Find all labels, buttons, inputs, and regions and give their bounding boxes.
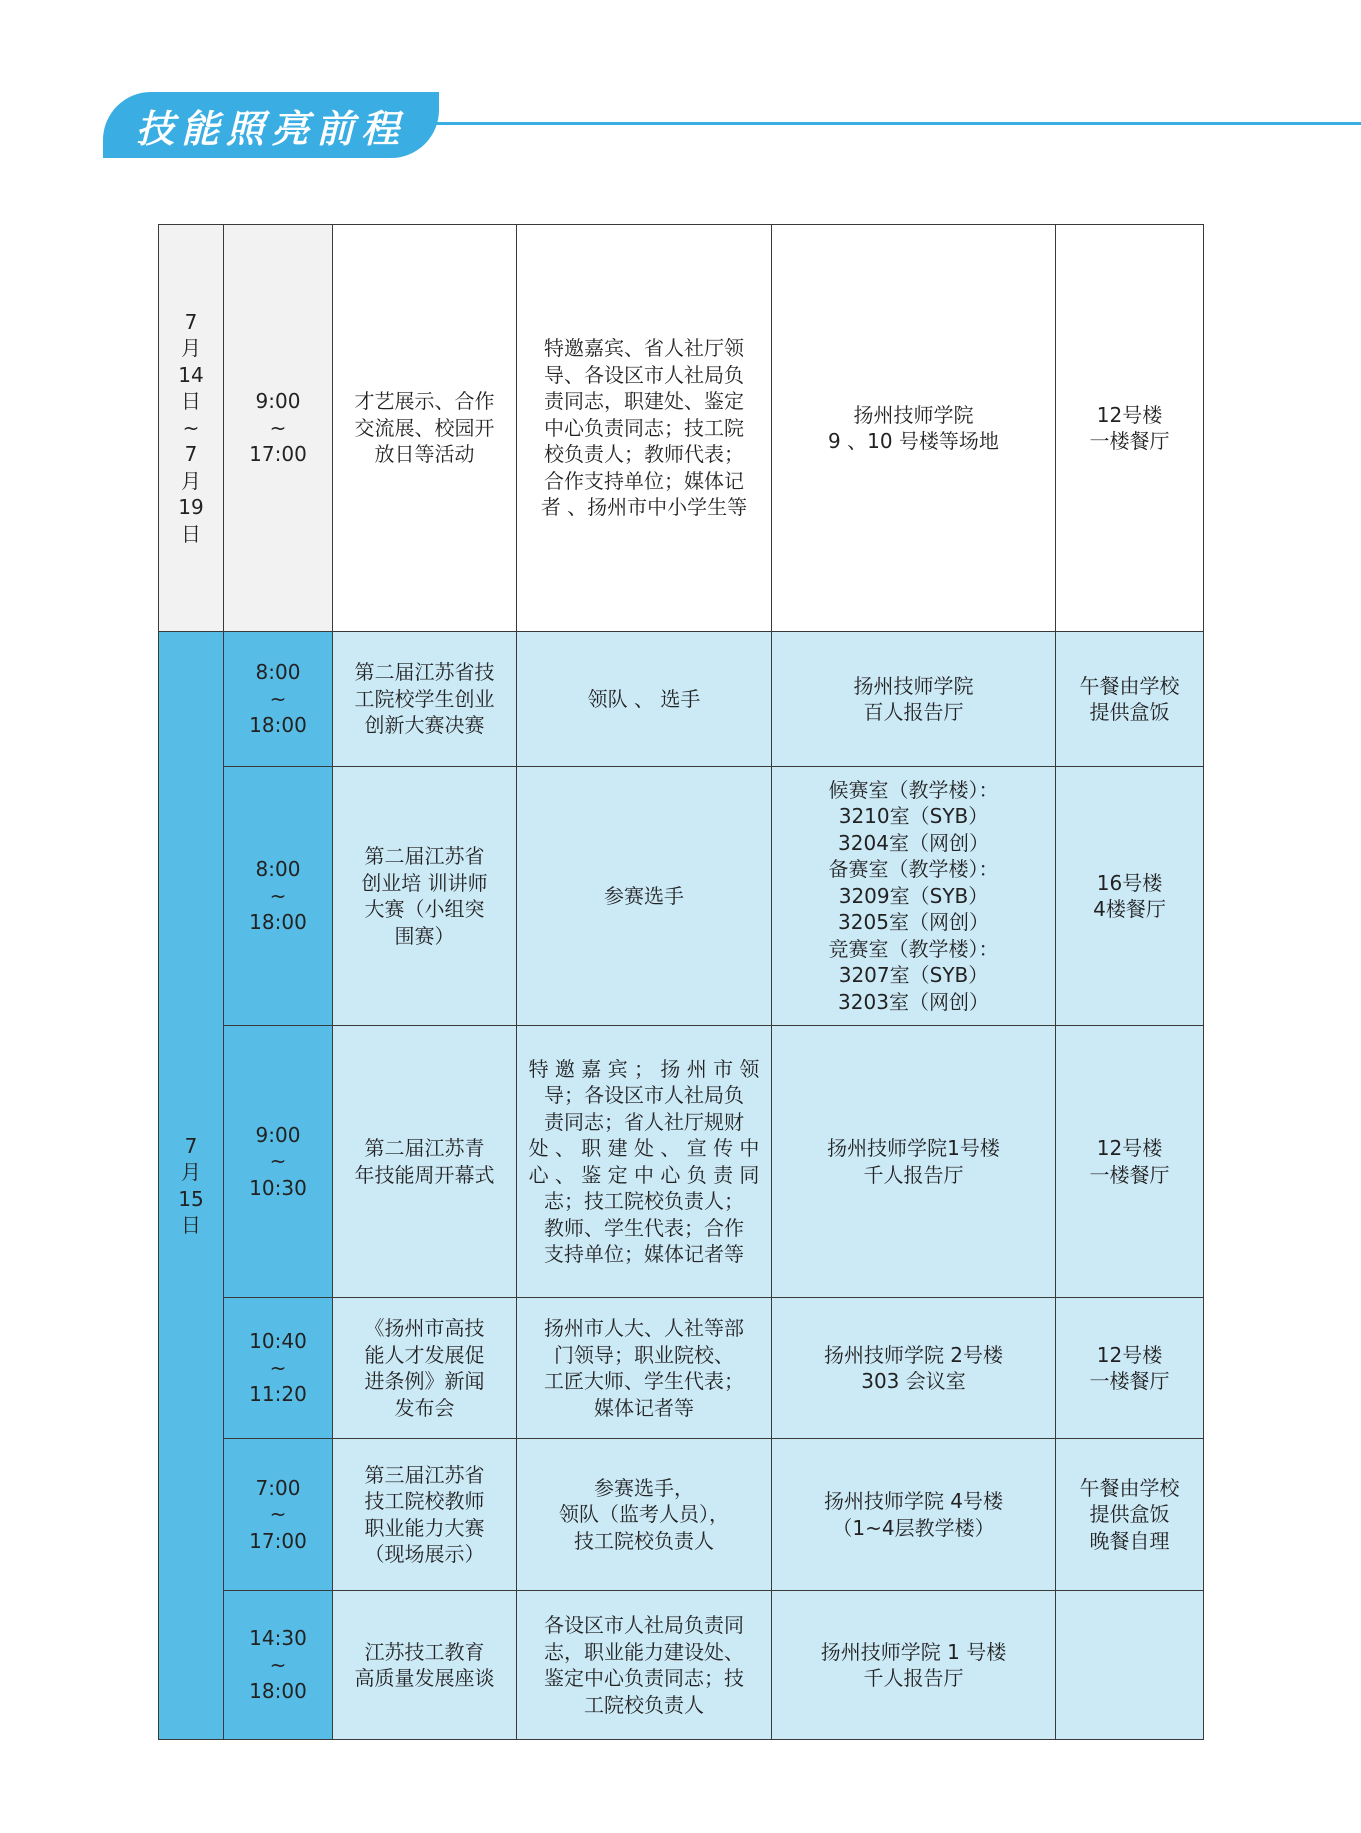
time-cell-line: ~ [269,1502,287,1527]
date-cell [159,632,224,1740]
time-cell-line: ~ [269,1652,287,1677]
venue-cell [772,1026,1056,1298]
dining-cell-line: 一楼餐厅 [1089,1369,1170,1393]
activity-cell-line: 《扬州市高技 [364,1316,485,1340]
participants-cell-line: 扬州市人大、人社等部 [544,1316,744,1340]
participants-cell [517,1026,772,1298]
participants-cell-line: 支持单位；媒体记者等 [544,1242,744,1266]
activity-cell-line: 放日等活动 [374,442,475,467]
venue-cell-line: （1~4层教学楼） [832,1515,995,1540]
participants-cell-line: 特 邀 嘉 宾 ； 扬 州 市 领 [528,1056,760,1081]
participants-cell-line: 合作支持单位；媒体记 [544,468,744,493]
activity-cell-line: 工院校学生创业 [354,686,495,711]
participants-cell [517,632,772,767]
date-cell-line: 日 [181,521,201,546]
dining-cell-line: 16号楼 [1096,870,1163,895]
date-cell-line: 7 [184,442,198,467]
participants-cell-line: 导；各设区市人社局负 [544,1083,744,1107]
time-cell-line: 18:00 [249,910,307,935]
participants-cell [517,1298,772,1439]
participants-cell-line: 志；技工院校负责人； [544,1189,744,1213]
header-title: 技能照亮前程 [135,105,406,151]
venue-cell-line: 扬州技师学院 [853,402,974,427]
activity-cell-line: 第二届江苏省 [364,844,485,868]
participants-cell-line: 责同志，职建处、鉴定 [544,389,744,414]
venue-cell-line: 3209室（SYB） [838,883,989,908]
header-title-tab [103,92,439,158]
activity-cell-line: （现场展示） [364,1542,485,1566]
participants-cell-line: 门领导；职业院校、 [554,1342,734,1367]
date-cell-line: 月 [181,468,201,493]
date-cell-line: 月 [181,1160,201,1184]
activity-cell-line: 职业能力大赛 [364,1515,485,1540]
participants-cell-line: 技工院校负责人 [574,1528,714,1553]
time-cell-line: 7:00 [255,1475,301,1500]
time-cell [224,1591,333,1740]
participants-cell [517,1591,772,1740]
activity-cell-line: 大赛（小组突 [364,897,485,921]
activity-cell-line: 第二届江苏青 [364,1136,485,1160]
date-cell-line: 7 [184,1133,198,1158]
activity-cell-line: 江苏技工教育 [364,1639,485,1664]
participants-cell [517,1439,772,1591]
activity-cell [333,225,517,632]
venue-cell-line: 3210室（SYB） [838,804,989,829]
venue-cell-line: 3204室（网创） [838,830,989,855]
activity-cell [333,1439,517,1591]
time-cell-line: 11:20 [249,1382,307,1407]
activity-cell [333,1298,517,1439]
venue-cell-line: 303 会议室 [861,1369,966,1393]
participants-cell-line: 工匠大师、学生代表； [544,1369,744,1393]
dining-cell-line: 一楼餐厅 [1089,1162,1170,1187]
venue-cell-line: 3207室（SYB） [838,963,989,988]
dining-cell-line: 12号楼 [1096,402,1163,427]
dining-cell [1056,1439,1204,1591]
time-cell-line: ~ [269,1149,287,1174]
participants-cell-line: 参赛选手， [594,1475,694,1500]
activity-cell-line: 交流展、校园开 [354,415,495,440]
date-cell [159,225,224,632]
activity-cell-line: 进条例》新闻 [364,1369,485,1393]
time-cell-line: 18:00 [249,1679,307,1704]
venue-cell-line: 千人报告厅 [863,1666,964,1690]
dining-cell-line: 提供盒饭 [1089,1502,1170,1527]
venue-cell [772,632,1056,767]
table-row [159,225,1204,632]
dining-cell-line: 晚餐自理 [1089,1528,1170,1553]
time-cell [224,225,333,632]
activity-cell-line: 第三届江苏省 [364,1462,485,1487]
dining-cell-line: 12号楼 [1096,1342,1163,1367]
activity-cell-line: 能人才发展促 [364,1342,485,1367]
activity-cell [333,1591,517,1740]
venue-cell-line: 备赛室（教学楼）： [828,857,999,882]
dining-cell [1056,1591,1204,1740]
venue-cell-line: 扬州技师学院 4号楼 [823,1489,1004,1513]
dining-cell-line: 4楼餐厅 [1093,897,1166,921]
participants-cell [517,767,772,1026]
venue-cell-line: 候赛室（教学楼）： [828,777,999,802]
table-row [159,1439,1204,1591]
table-row [159,1591,1204,1740]
participants-cell-line: 处 、 职 建 处 、 宣 传 中 [528,1136,760,1160]
activity-cell-line: 发布会 [394,1395,455,1420]
time-cell [224,632,333,767]
venue-cell-line: 9 、10 号楼等场地 [828,429,999,453]
time-cell-line: 8:00 [255,857,301,882]
table-row [159,767,1204,1026]
participants-cell-line: 领队 、 选手 [587,686,701,711]
table-row [159,1026,1204,1298]
venue-cell [772,225,1056,632]
participants-cell-line: 领队（监考人员）， [559,1502,729,1527]
time-cell [224,1439,333,1591]
participants-cell [517,225,772,632]
dining-cell-line: 12号楼 [1096,1136,1163,1160]
venue-cell-line: 扬州技师学院 2号楼 [823,1342,1004,1367]
time-cell-line: 10:40 [249,1329,307,1354]
participants-cell-line: 中心负责同志；技工院 [544,415,744,440]
time-cell-line: ~ [269,1355,287,1380]
venue-cell-line: 百人报告厅 [863,700,964,724]
activity-cell-line: 创业培 训讲师 [361,870,488,895]
dining-cell-line: 提供盒饭 [1089,700,1170,724]
table-row [159,1298,1204,1439]
time-cell-line: 9:00 [255,389,301,414]
time-cell-line: ~ [269,415,287,440]
date-cell-line: 19 [178,495,204,520]
date-cell-line: 月 [181,336,201,361]
participants-cell-line: 者 、扬州市中小学生等 [540,495,748,520]
schedule-table [158,224,1204,1740]
participants-cell-line: 导、各设区市人社局负 [544,362,744,387]
dining-cell [1056,632,1204,767]
participants-cell-line: 志，职业能力建设处、 [544,1639,744,1664]
activity-cell-line: 围赛） [394,923,455,948]
dining-cell-line: 午餐由学校 [1079,1475,1180,1500]
participants-cell-line: 各设区市人社局负责同 [544,1613,744,1637]
time-cell-line: 18:00 [249,713,307,738]
date-cell-line: 7 [184,309,198,334]
date-cell-line: 14 [178,362,204,387]
dining-cell [1056,1026,1204,1298]
activity-cell-line: 第二届江苏省技 [354,660,495,685]
venue-cell [772,1439,1056,1591]
activity-cell [333,632,517,767]
time-cell-line: 17:00 [249,442,307,467]
date-cell-line: ~ [182,415,200,440]
venue-cell-line: 扬州技师学院 1 号楼 [820,1639,1007,1664]
header-rule [430,122,1361,125]
time-cell-line: 14:30 [249,1626,307,1651]
participants-cell-line: 鉴定中心负责同志；技 [544,1666,744,1690]
participants-cell-line: 特邀嘉宾、省人社厅领 [544,336,744,361]
time-cell [224,1026,333,1298]
activity-cell [333,1026,517,1298]
dining-cell-line: 一楼餐厅 [1089,429,1170,453]
time-cell-line: 9:00 [255,1122,301,1147]
venue-cell-line: 3205室（网创） [838,910,989,935]
venue-cell-line: 千人报告厅 [863,1162,964,1187]
date-cell-line: 日 [181,389,201,414]
participants-cell-line: 教师、学生代表；合作 [544,1215,744,1240]
time-cell-line: 10:30 [249,1175,307,1200]
participants-cell-line: 心 、 鉴 定 中 心 负 责 同 [528,1162,760,1187]
dining-cell [1056,1298,1204,1439]
venue-cell-line: 扬州技师学院 [853,673,974,698]
participants-cell-line: 工院校负责人 [584,1692,704,1717]
activity-cell-line: 年技能周开幕式 [354,1162,495,1187]
time-cell [224,767,333,1026]
venue-cell-line: 扬州技师学院1号楼 [827,1136,1000,1160]
activity-cell-line: 创新大赛决赛 [364,713,485,738]
venue-cell [772,1591,1056,1740]
dining-cell [1056,225,1204,632]
venue-cell [772,1298,1056,1439]
activity-cell [333,767,517,1026]
time-cell-line: 17:00 [249,1528,307,1553]
time-cell [224,1298,333,1439]
participants-cell-line: 参赛选手 [604,883,684,908]
participants-cell-line: 校负责人；教师代表； [544,442,744,467]
activity-cell-line: 技工院校教师 [364,1489,485,1513]
activity-cell-line: 高质量发展座谈 [354,1666,495,1690]
time-cell-line: 8:00 [255,660,301,685]
venue-cell-line: 3203室（网创） [838,989,989,1014]
participants-cell-line: 媒体记者等 [594,1395,694,1420]
time-cell-line: ~ [269,686,287,711]
participants-cell-line: 责同志；省人社厅规财 [544,1109,744,1134]
date-cell-line: 日 [181,1213,201,1237]
venue-cell [772,767,1056,1026]
activity-cell-line: 才艺展示、合作 [354,389,495,414]
venue-cell-line: 竞赛室（教学楼）： [828,936,999,961]
date-cell-line: 15 [178,1186,204,1211]
table-row [159,632,1204,767]
dining-cell-line: 午餐由学校 [1079,673,1180,698]
time-cell-line: ~ [269,883,287,908]
dining-cell [1056,767,1204,1026]
